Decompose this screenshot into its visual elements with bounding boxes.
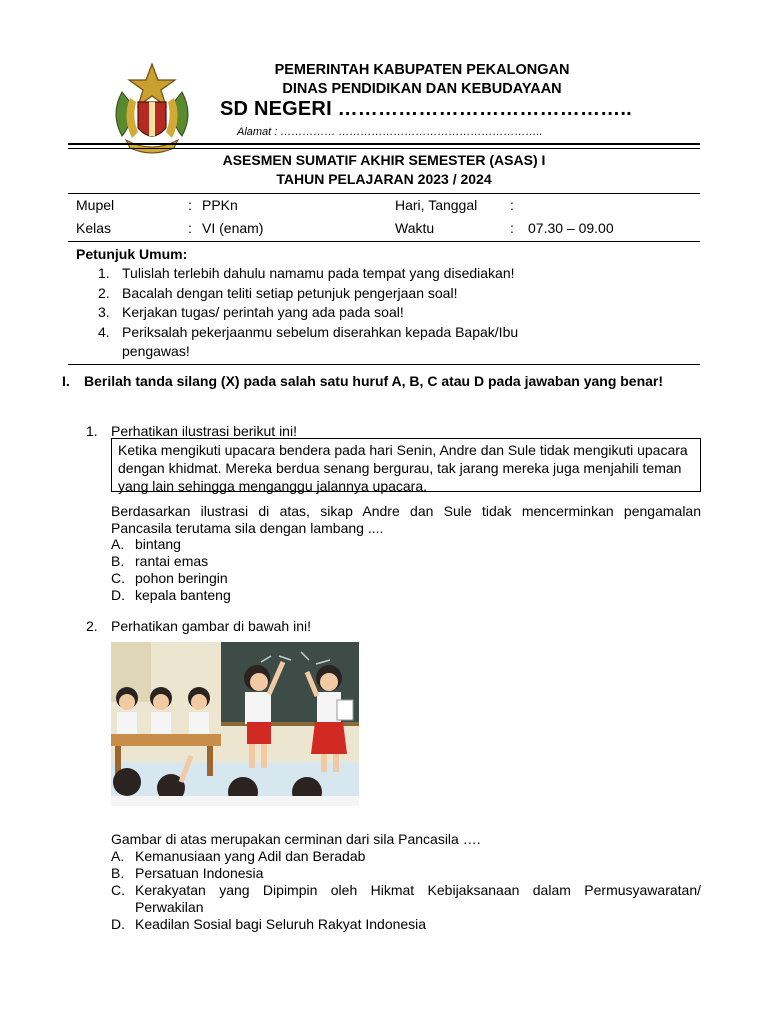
mupel-value: PPKn [202, 197, 238, 213]
info-top-rule [68, 193, 700, 194]
instructions-heading: Petunjuk Umum: [76, 246, 188, 262]
exam-year: TAHUN PELAJARAN 2023 / 2024 [276, 171, 492, 187]
q1-stem: Berdasarkan ilustrasi di atas, sikap Andre dan Sule tidak mencerminkan pengamalan Pancasila terutama sila dengan lambang .... [111, 503, 701, 536]
instruction-item: 3. Kerjakan tugas/ perintah yang ada pada soal! [98, 304, 404, 320]
q2-stem: Gambar di atas merupakan cerminan dari sila Pancasila …. [111, 831, 481, 847]
waktu-value: 07.30 – 09.00 [528, 220, 614, 236]
q1-options [111, 536, 231, 604]
hari-colon: : [510, 197, 514, 213]
instruction-item: 1. Tulislah terlebih dahulu namamu pada tempat yang disediakan! [98, 265, 515, 281]
exam-title: ASESMEN SUMATIF AKHIR SEMESTER (ASAS) I [222, 152, 546, 168]
hari-label: Hari, Tanggal [395, 197, 478, 213]
option-c[interactable]: C. pohon beringin [111, 570, 228, 586]
option-b[interactable]: B. rantai emas [111, 553, 209, 569]
school-address: Alamat : …………… ……………………………………………….. [237, 126, 543, 138]
option-b[interactable]: B. Persatuan Indonesia [111, 865, 264, 881]
header-government: PEMERINTAH KABUPATEN PEKALONGAN [274, 62, 570, 78]
instruction-item: 2. Bacalah dengan teliti setiap petunjuk pengerjaan soal! [98, 284, 458, 301]
waktu-colon: : [510, 220, 514, 236]
kelas-label: Kelas [76, 220, 112, 236]
school-name: SD NEGERI …………………………………….. [220, 98, 632, 120]
instructions-list [98, 264, 588, 362]
kelas-colon: : [188, 220, 192, 236]
option-a[interactable]: A. bintang [111, 536, 181, 552]
classroom-illustration [111, 642, 359, 806]
q2-options [111, 848, 701, 933]
mupel-label: Mupel [76, 197, 115, 213]
q1-number: 1. [86, 423, 98, 439]
header-department: DINAS PENDIDIKAN DAN KEBUDAYAAN [282, 81, 562, 97]
info-bottom-rule [68, 241, 700, 242]
section-instruction: I. Berilah tanda silang (X) pada salah satu huruf A, B, C atau D pada jawaban yang benar! [62, 373, 664, 389]
q1-prompt: Perhatikan ilustrasi berikut ini! [111, 423, 297, 439]
option-d[interactable]: D. Keadilan Sosial bagi Seluruh Rakyat Indonesia [111, 916, 427, 932]
q2-prompt: Perhatikan gambar di bawah ini! [111, 618, 312, 634]
waktu-label: Waktu [395, 220, 435, 236]
instructions-rule [68, 364, 700, 365]
mupel-colon: : [188, 197, 192, 213]
option-a[interactable]: A. Kemanusiaan yang Adil dan Beradab [111, 848, 366, 864]
option-c[interactable]: C. Kerakyatan yang Dipimpin oleh Hikmat Kebijaksanaan dalam Permusyawaratan/ Perwakilan [111, 882, 701, 915]
kelas-value: VI (enam) [202, 220, 264, 236]
q1-illustration-box: Ketika mengikuti upacara bendera pada hari Senin, Andre dan Sule tidak mengikuti upacara dengan khidmat. Mereka berdua senang bergurau, tak jarang mereka juga menjahili teman yang lain sehingga menganggu jalannya upacara. [111, 438, 701, 492]
header-rule [68, 143, 700, 149]
instruction-item: 4. Periksalah pekerjaanmu sebelum diserahkan kepada Bapak/Ibu pengawas! [98, 323, 519, 359]
option-d[interactable]: D. kepala banteng [111, 587, 231, 603]
q2-number: 2. [86, 618, 98, 634]
